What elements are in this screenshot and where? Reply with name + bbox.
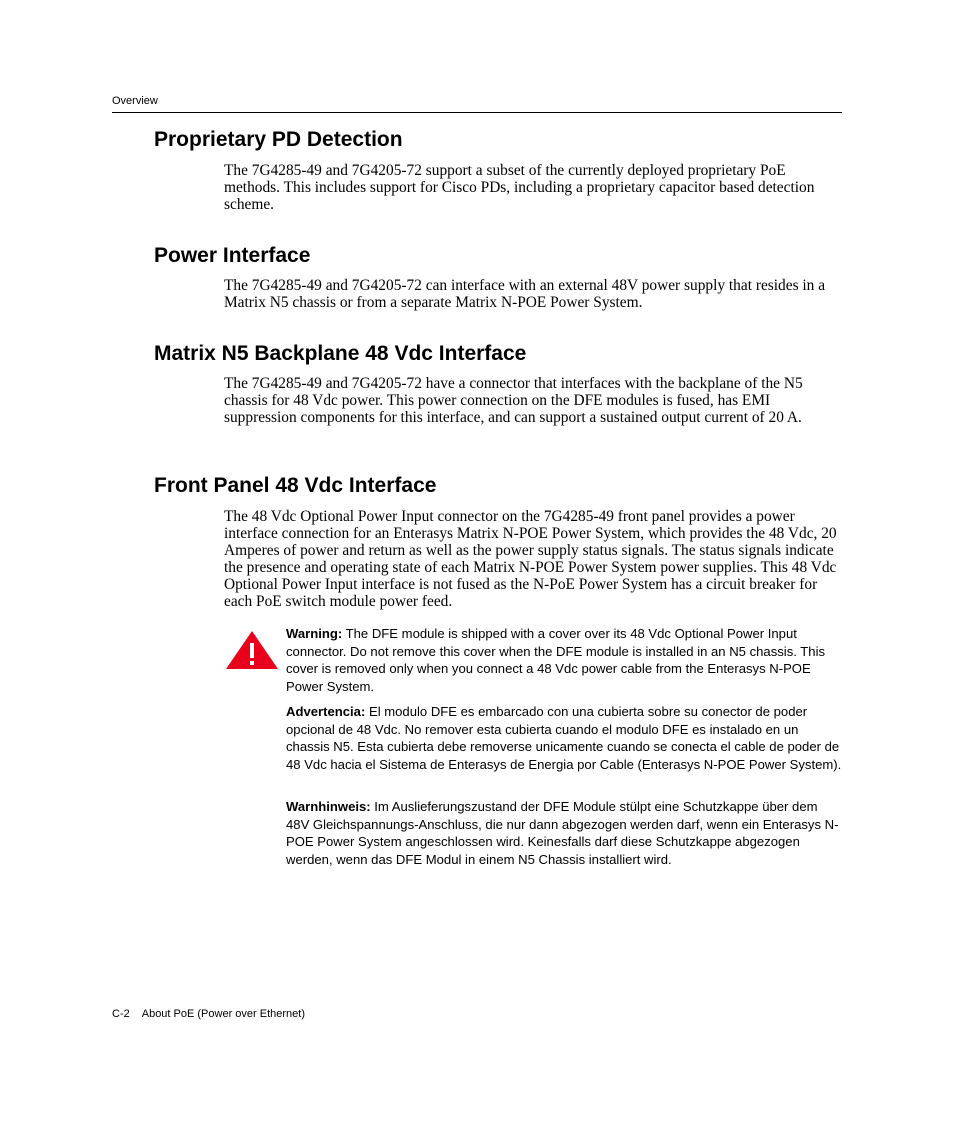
warning-notice-german [286,798,842,868]
notice-text: El modulo DFE es embarcado con una cubierta sobre su conector de poder opcional de 48 Vdc. No remover esta cubierta cuando el modulo DFE es instalado en un chassis N5. Esta cubierta debe removerse unicamente cuando se conecta el cable de poder de 48 Vdc hacia el Sistema de Enterasys de Energia por Cable (Enterasys N-POE Power System). [286,704,842,772]
running-header: Overview [112,95,158,107]
section-heading-proprietary-pd-detection: Proprietary PD Detection [154,128,403,151]
section-heading-power-interface: Power Interface [154,244,311,267]
section-body-proprietary-pd-detection: The 7G4285-49 and 7G4205-72 support a subset of the currently deployed proprietary PoE methods. This includes support for Cisco PDs, including a proprietary capacitor based detection scheme. [224,162,815,213]
notice-label: Warning: [286,626,343,641]
page-number: C-2 [112,1008,130,1020]
section-body-n5-backplane: The 7G4285-49 and 7G4205-72 have a connector that interfaces with the backplane of the N5 chassis for 48 Vdc power. This power connection on the DFE modules is fused, has EMI suppression components for this interface, and can support a sustained output current of 20 A. [224,375,803,426]
warning-notice-english [286,625,842,695]
page-footer [112,1008,305,1020]
warning-exclamation-bar [250,643,254,658]
header-rule [112,112,842,113]
section-body-power-interface: The 7G4285-49 and 7G4205-72 can interface with an external 48V power supply that resides in a Matrix N5 chassis or from a separate Matrix N-POE Power System. [224,277,826,311]
notice-label: Warnhinweis: [286,799,371,814]
warning-notice-spanish [286,703,842,773]
notice-text: Im Auslieferungszustand der DFE Module stülpt eine Schutzkappe über dem 48V Gleichspannungs-Anschluss, die nur dann abgezogen werden darf, wenn ein Enterasys N-POE Power System angeschlossen wird. Keinesfalls darf diese Schutzkappe abgezogen werden, wenn das DFE Modul in einem N5 Chassis installiert wird. [286,799,839,867]
warning-triangle-icon [225,630,279,670]
section-heading-n5-backplane: Matrix N5 Backplane 48 Vdc Interface [154,342,527,365]
notice-text: The DFE module is shipped with a cover over its 48 Vdc Optional Power Input connector. Do not remove this cover when the DFE module is installed in an N5 chassis. This cover is removed only when you connect a 48 Vdc power cable from the Enterasys N-POE Power System. [286,626,826,694]
warning-exclamation-dot [250,661,254,665]
footer-chapter-title: About PoE (Power over Ethernet) [141,1008,305,1020]
section-body-front-panel: The 48 Vdc Optional Power Input connector on the 7G4285-49 front panel provides a power interface connection for an Enterasys Matrix N-POE Power System, which provides the 48 Vdc, 20 Amperes of power and return as well as the power supply status signals. The status signals indicate the presence and operating state of each Matrix N-POE Power System power supplies. This 48 Vdc Optional Power Input interface is not fused as the N-PoE Power System has a circuit breaker for each PoE switch module power feed. [224,508,837,610]
section-heading-front-panel: Front Panel 48 Vdc Interface [154,474,437,497]
notice-label: Advertencia: [286,704,366,719]
